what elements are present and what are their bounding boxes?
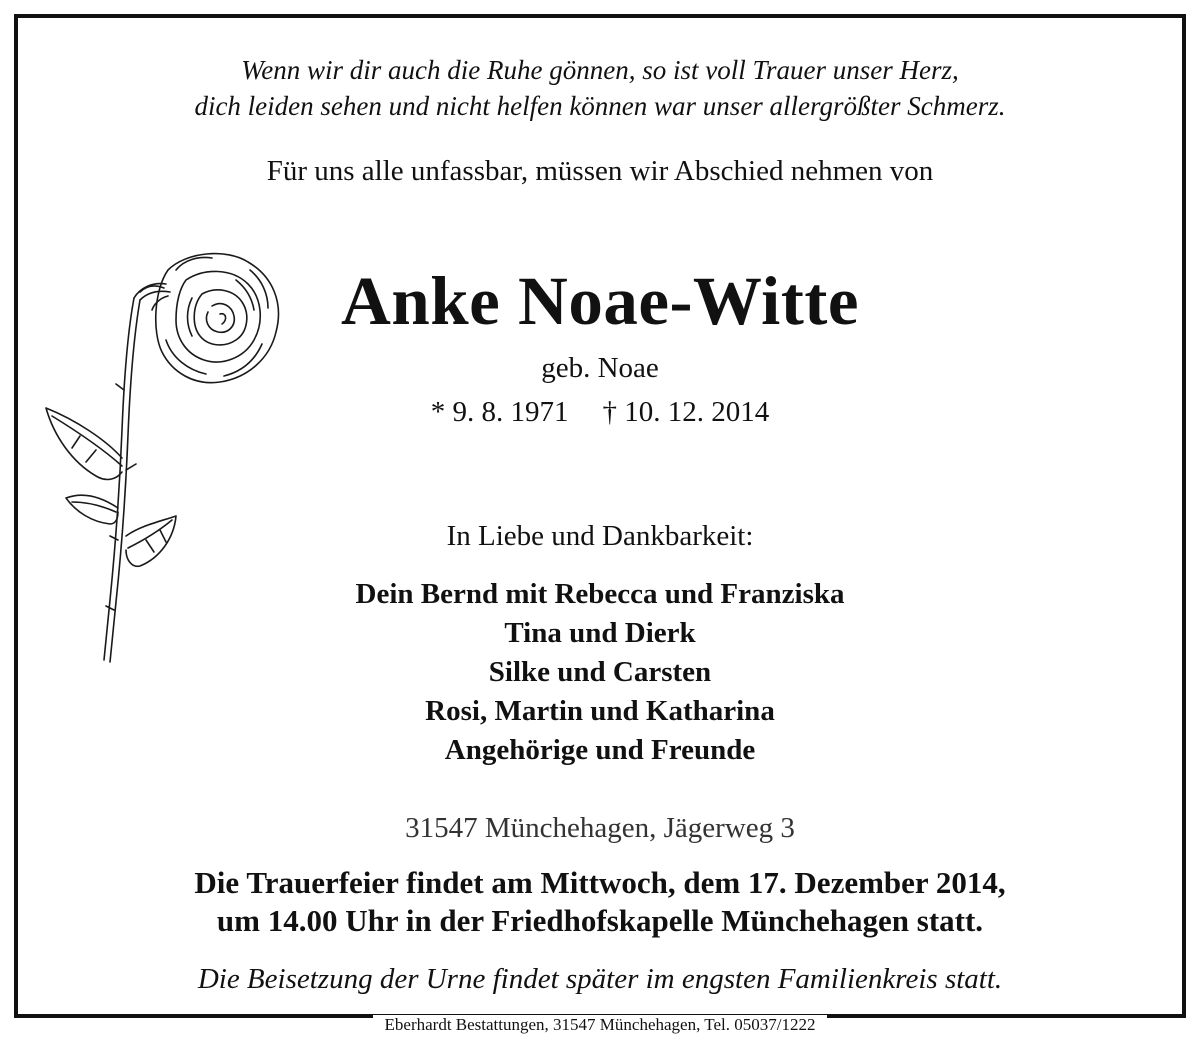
mourner-line: Rosi, Martin und Katharina bbox=[425, 695, 775, 727]
death-date: † 10. 12. 2014 bbox=[602, 396, 770, 428]
mourners-list bbox=[0, 575, 1200, 770]
verse-line-2: dich leiden sehen und nicht helfen können war unser allergrößter Schmerz. bbox=[194, 91, 1006, 121]
birth-date: * 9. 8. 1971 bbox=[430, 396, 569, 428]
life-dates bbox=[0, 396, 1200, 429]
mourner-line: Dein Bernd mit Rebecca und Franziska bbox=[355, 578, 845, 610]
family-address: 31547 Münchehagen, Jägerweg 3 bbox=[405, 812, 795, 844]
deceased-name: Anke Noae-Witte bbox=[341, 263, 859, 339]
service-line-2: um 14.00 Uhr in der Friedhofskapelle Münchehagen statt. bbox=[216, 903, 984, 938]
funeral-service-info bbox=[0, 864, 1200, 940]
footer bbox=[0, 1010, 1200, 1040]
urn-burial-note: Die Beisetzung der Urne findet später im engsten Familienkreis statt. bbox=[197, 963, 1003, 995]
service-line-1: Die Trauerfeier findet am Mittwoch, dem 17. Dezember 2014, bbox=[194, 865, 1006, 900]
born-name: geb. Noae bbox=[541, 352, 659, 384]
funeral-home-info: Eberhardt Bestattungen, 31547 Münchehagen, Tel. 05037/1222 bbox=[373, 1015, 828, 1035]
mourner-line: Tina und Dierk bbox=[504, 617, 696, 649]
intro-text: Für uns alle unfassbar, müssen wir Abschied nehmen von bbox=[266, 155, 934, 187]
thanks-text: In Liebe und Dankbarkeit: bbox=[446, 520, 754, 552]
mourner-line: Angehörige und Freunde bbox=[444, 734, 756, 766]
verse-line-1: Wenn wir dir auch die Ruhe gönnen, so ist voll Trauer unser Herz, bbox=[241, 55, 959, 85]
verse bbox=[0, 52, 1200, 124]
mourner-line: Silke und Carsten bbox=[488, 656, 712, 688]
